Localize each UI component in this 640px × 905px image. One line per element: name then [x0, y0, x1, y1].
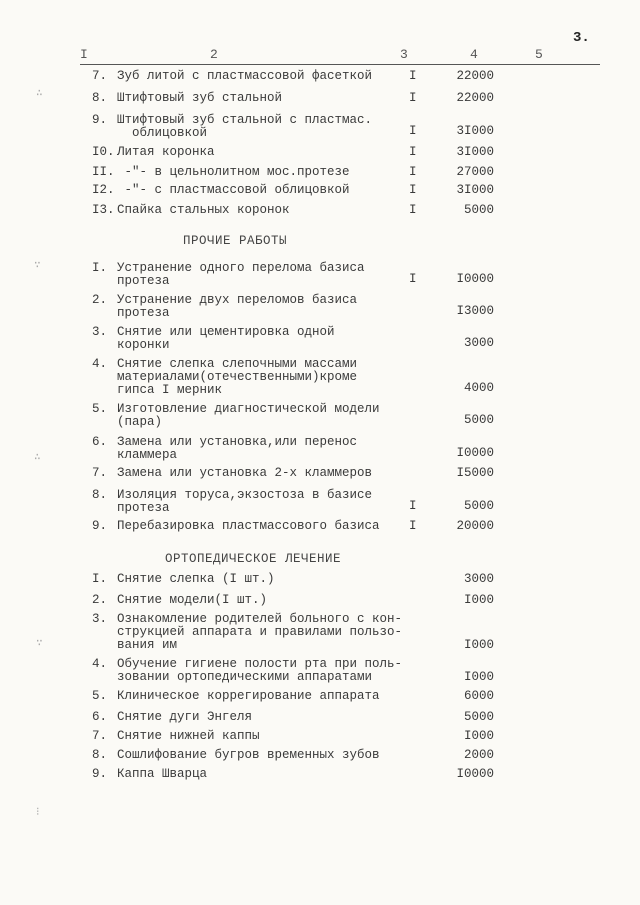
item-quantity: I [409, 145, 417, 159]
item-price: 4000 [463, 381, 494, 395]
column-header-row [80, 47, 600, 65]
column-header-4: 4 [470, 47, 478, 62]
item-number: 4. [92, 357, 108, 371]
item-quantity: I [409, 124, 417, 138]
item-price: 3I000 [456, 183, 494, 197]
item-quantity: I [409, 519, 417, 533]
item-number: 9. [92, 767, 108, 781]
item-price: 27000 [456, 165, 494, 179]
item-quantity: I [409, 69, 417, 83]
item-name: Изготовление диагностической модели (пара) [117, 402, 380, 429]
item-name: Замена или установка 2-х кламмеров [117, 466, 373, 480]
item-price: I0000 [456, 446, 494, 460]
item-name: Снятие слепка слепочными массами материалами(отечественными)кроме гипса I мерник [117, 357, 358, 397]
item-quantity: I [409, 165, 417, 179]
item-name: -"- в цельнолитном мос.протезе [117, 165, 350, 179]
item-name: Обучение гигиене полости рта при поль- зовании ортопедическими аппаратами [117, 657, 403, 684]
column-header-2: 2 [210, 47, 218, 62]
margin-smudge: ∵ [36, 638, 43, 650]
item-name: Ознакомление родителей больного с кон- струкцией аппарата и правилами пользо- вания им [117, 612, 403, 652]
item-name: Зуб литой с пластмассовой фасеткой [117, 69, 373, 83]
item-price: 20000 [456, 519, 494, 533]
item-name: Спайка стальных коронок [117, 203, 290, 217]
item-number: 8. [92, 488, 108, 502]
page-number: 3. [573, 30, 590, 46]
item-number: 2. [92, 293, 108, 307]
column-header-1: I [80, 47, 88, 62]
margin-smudge: ∴ [34, 452, 41, 464]
item-name: Штифтовый зуб стальной [117, 91, 283, 105]
item-name: Устранение одного перелома базиса протеза [117, 261, 365, 288]
item-number: 3. [92, 612, 108, 626]
item-name: Каппа Шварца [117, 767, 208, 781]
item-price: I000 [463, 593, 494, 607]
item-name: Снятие слепка (I шт.) [117, 572, 275, 586]
item-price: 3000 [463, 572, 494, 586]
item-number: I. [92, 572, 108, 586]
item-number: 2. [92, 593, 108, 607]
item-name: Перебазировка пластмассового базиса [117, 519, 380, 533]
column-header-5: 5 [535, 47, 543, 62]
item-price: I000 [463, 729, 494, 743]
item-number: 7. [92, 466, 108, 480]
item-name: Литая коронка [117, 145, 215, 159]
item-name: Сошлифование бугров временных зубов [117, 748, 380, 762]
item-number: 8. [92, 91, 108, 105]
item-name: Снятие или цементировка одной коронки [117, 325, 335, 352]
item-price: I3000 [456, 304, 494, 318]
item-quantity: I [409, 203, 417, 217]
item-number: 8. [92, 748, 108, 762]
item-name: Изоляция торуса,экзостоза в базисе протеза [117, 488, 373, 515]
item-name: Штифтовый зуб стальной с пластмас. облицовкой [117, 113, 373, 140]
item-price: 5000 [463, 203, 494, 217]
item-number: 7. [92, 729, 108, 743]
item-price: 22000 [456, 91, 494, 105]
section-title: ОРТОПЕДИЧЕСКОЕ ЛЕЧЕНИЕ [165, 552, 342, 566]
item-price: 6000 [463, 689, 494, 703]
item-number: 9. [92, 519, 108, 533]
item-number: I3. [92, 203, 115, 217]
item-name: Снятие модели(I шт.) [117, 593, 268, 607]
item-number: 6. [92, 435, 108, 449]
item-name: Снятие нижней каппы [117, 729, 260, 743]
item-name: -"- с пластмассовой облицовкой [117, 183, 350, 197]
section-title: ПРОЧИЕ РАБОТЫ [183, 234, 288, 248]
margin-smudge: ∴ [36, 88, 43, 100]
item-number: I2. [92, 183, 115, 197]
item-number: II. [92, 165, 115, 179]
margin-smudge: ∵ [34, 260, 41, 272]
item-price: 5000 [463, 710, 494, 724]
item-name: Снятие дуги Энгеля [117, 710, 253, 724]
item-price: 2000 [463, 748, 494, 762]
item-price: I000 [463, 638, 494, 652]
margin-smudge: ⁝ [36, 807, 40, 819]
item-number: 5. [92, 689, 108, 703]
item-price: 3000 [463, 336, 494, 350]
item-quantity: I [409, 272, 417, 286]
item-name: Клиническое коррегирование аппарата [117, 689, 380, 703]
item-name: Замена или установка,или перенос кламмера [117, 435, 358, 462]
item-number: 7. [92, 69, 108, 83]
item-number: 9. [92, 113, 108, 127]
item-price: I0000 [456, 767, 494, 781]
item-price: 5000 [463, 499, 494, 513]
item-quantity: I [409, 183, 417, 197]
column-header-3: 3 [400, 47, 408, 62]
item-name: Устранение двух переломов базиса протеза [117, 293, 358, 320]
item-number: 3. [92, 325, 108, 339]
item-price: I5000 [456, 466, 494, 480]
item-quantity: I [409, 91, 417, 105]
item-number: I0. [92, 145, 115, 159]
item-price: I0000 [456, 272, 494, 286]
item-price: 3I000 [456, 124, 494, 138]
item-quantity: I [409, 499, 417, 513]
item-number: 6. [92, 710, 108, 724]
item-price: I000 [463, 670, 494, 684]
item-price: 22000 [456, 69, 494, 83]
item-price: 5000 [463, 413, 494, 427]
item-price: 3I000 [456, 145, 494, 159]
item-number: 4. [92, 657, 108, 671]
item-number: I. [92, 261, 108, 275]
item-number: 5. [92, 402, 108, 416]
